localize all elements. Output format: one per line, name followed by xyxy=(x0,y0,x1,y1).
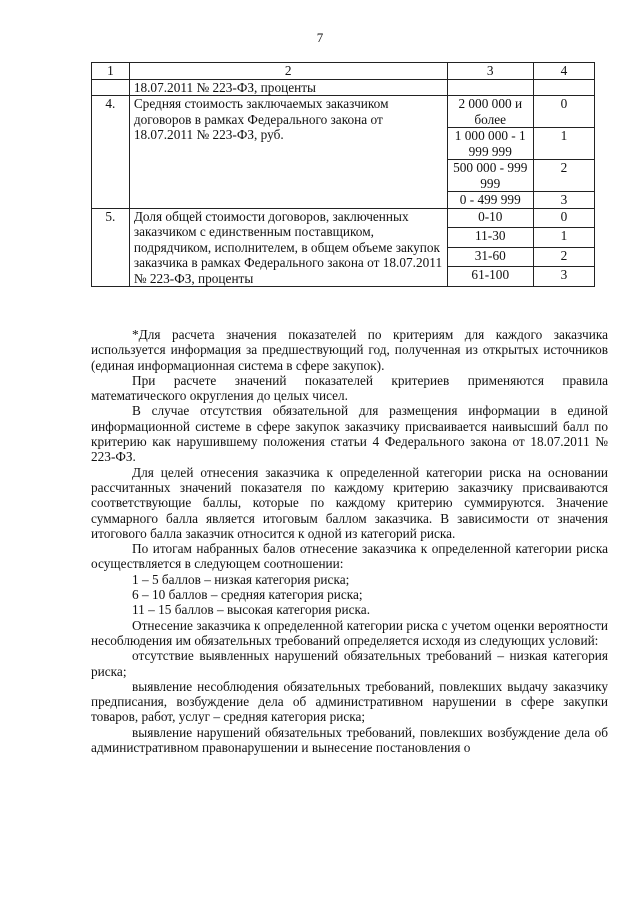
range-value: 0-10 xyxy=(447,208,533,228)
list-item: выявление нарушений обязательных требований, повлекших возбуждение дела об административном правонарушении и вынесение постановления о xyxy=(91,724,608,756)
list-item: 1 – 5 баллов – низкая категория риска; xyxy=(132,571,350,587)
criterion-text: Средняя стоимость заключаемых заказчиком договоров в рамках Федерального закона от 18.07.2011 № 223-ФЗ, руб. xyxy=(129,96,447,209)
list-item: отсутствие выявленных нарушений обязательных требований – низкая категория риска; xyxy=(91,648,608,679)
range-score: 0 xyxy=(533,208,594,228)
paragraph: По итогам набранных балов отнесение заказчика к определенной категории риска осуществляется в следующем соотношении: xyxy=(91,541,608,572)
range-value: 0 - 499 999 xyxy=(447,192,533,209)
list-item: выявление несоблюдения обязательных требований, повлекших выдачу заказчику предписания, возбуждение дела об административном нарушении в сфере закупки товаров, работ, услуг – средняя категория риска; xyxy=(91,678,608,725)
header-cell-1: 1 xyxy=(92,63,130,80)
range-value: 11-30 xyxy=(447,228,533,248)
table-row xyxy=(92,208,595,228)
paragraph: Для целей отнесения заказчика к определенной категории риска на основании рассчитанных значений показателя по каждому критерию заказчику присваиваются соответствующие баллы, которые по каждому критерию суммируются. Значение суммарного балла является итоговым баллом заказчика. В зависимости от значения итогового балла заказчик относится к одной из категорий риска. xyxy=(91,464,608,541)
table-row xyxy=(92,96,595,128)
range-score: 1 xyxy=(533,228,594,248)
criterion-text: Доля общей стоимости договоров, заключенных заказчиком с единственным поставщиком, подрядчиком, исполнителем, в общем объеме закупок заказчика в рамках Федерального закона от 18.07.2011 № 223-ФЗ, проценты xyxy=(129,208,447,287)
table-row-continued xyxy=(92,79,595,96)
range-score: 0 xyxy=(533,96,594,128)
continued-criterion-text: 18.07.2011 № 223-ФЗ, проценты xyxy=(129,79,447,96)
header-cell-4: 4 xyxy=(533,63,594,80)
range-score: 2 xyxy=(533,247,594,267)
range-score: 3 xyxy=(533,192,594,209)
paragraph: При расчете значений показателей критериев применяются правила математического округления до целых чисел. xyxy=(91,372,608,404)
body-text xyxy=(91,327,608,755)
criteria-table xyxy=(91,62,595,287)
range-score: 1 xyxy=(533,128,594,160)
range-score: 3 xyxy=(533,267,594,287)
row-number: 4. xyxy=(92,96,130,209)
table-header-row xyxy=(92,63,595,80)
page-number: 7 xyxy=(316,30,324,45)
range-value: 2 000 000 и более xyxy=(447,96,533,128)
list-item: 6 – 10 баллов – средняя категория риска; xyxy=(132,587,363,603)
paragraph: Отнесение заказчика к определенной категории риска с учетом оценки вероятности несоблюдения им обязательных требований определяется исходя из следующих условий: xyxy=(91,617,608,648)
row-number: 5. xyxy=(92,208,130,287)
paragraph: *Для расчета значения показателей по критериям для каждого заказчика используется информация за предшествующий год, полученная из открытых источников (единая информационная система в сфере закупок). xyxy=(91,327,608,373)
header-cell-3: 3 xyxy=(447,63,533,80)
paragraph: В случае отсутствия обязательной для размещения информации в единой информационной системе в сфере закупок заказчику присваивается наивысший балл по критерию как нарушившему положения статьи 4 Федерального закона от 18.07.2011 № 223-ФЗ. xyxy=(91,403,608,465)
range-score: 2 xyxy=(533,160,594,192)
range-value: 31-60 xyxy=(447,247,533,267)
header-cell-2: 2 xyxy=(129,63,447,80)
range-value: 500 000 - 999 999 xyxy=(447,160,533,192)
list-item: 11 – 15 баллов – высокая категория риска. xyxy=(132,602,371,618)
range-value: 1 000 000 - 1 999 999 xyxy=(447,128,533,160)
range-value: 61-100 xyxy=(447,267,533,287)
